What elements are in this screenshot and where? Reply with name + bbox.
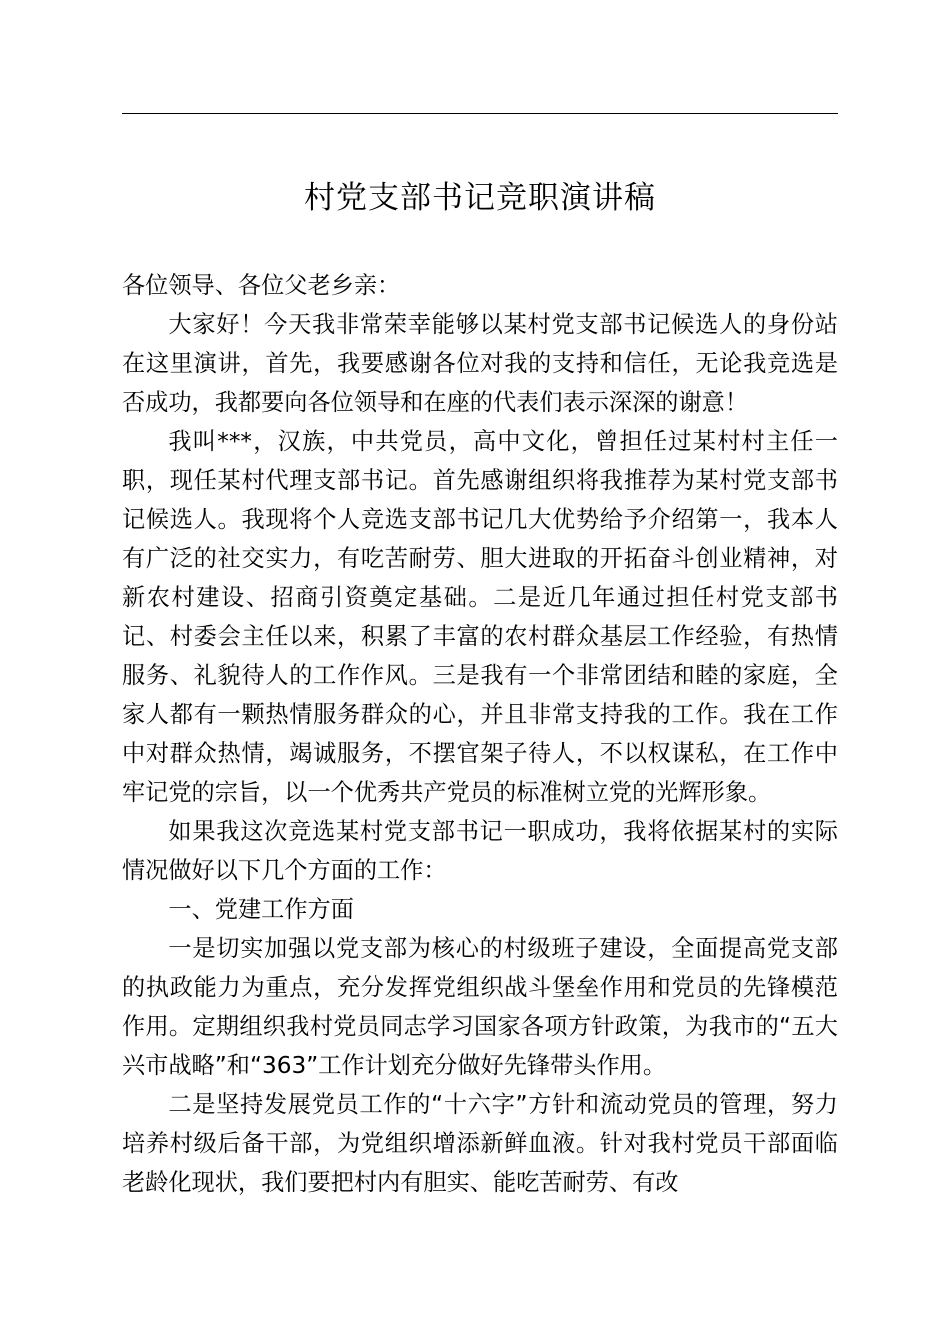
paragraph-greeting: 大家好！今天我非常荣幸能够以某村党支部书记候选人的身份站在这里演讲，首先，我要感谢各位对我的支持和信任，无论我竞选是否成功，我都要向各位领导和在座的代表们表示深深的谢意！ [122,311,838,416]
paragraph-plan-intro: 如果我这次竞选某村党支部书记一职成功，我将依据某村的实际情况做好以下几个方面的工作： [122,818,838,884]
paragraph-point-one: 一是切实加强以党支部为核心的村级班子建设，全面提高党支部的执政能力为重点，充分发挥党组织战斗堡垒作用和党员的先锋模范作用。定期组织我村党员同志学习国家各项方针政策，为我市的“五大兴市战略”和“363”工作计划充分做好先锋带头作用。 [122,935,838,1079]
paragraph-point-two: 二是坚持发展党员工作的“十六字”方针和流动党员的管理，努力培养村级后备干部，为党组织增添新鲜血液。针对我村党员干部面临老龄化现状，我们要把村内有胆实、能吃苦耐劳、有改 [122,1091,838,1196]
header-rule [122,113,838,114]
document-body [122,266,838,1202]
salutation: 各位领导、各位父老乡亲： [122,272,401,299]
section-heading-party-building: 一、党建工作方面 [168,896,354,923]
document-title: 村党支部书记竞职演讲稿 [304,180,656,216]
paragraph-introduction: 我叫***，汉族，中共党员，高中文化，曾担任过某村村主任一职，现任某村代理支部书记。首先感谢组织将我推荐为某村党支部书记候选人。我现将个人竞选支部书记几大优势给予介绍第一，我本人有广泛的社交实力，有吃苦耐劳、胆大进取的开拓奋斗创业精神，对新农村建设、招商引资奠定基础。二是近几年通过担任村党支部书记、村委会主任以来，积累了丰富的农村群众基层工作经验，有热情服务、礼貌待人的工作作风。三是我有一个非常团结和睦的家庭，全家人都有一颗热情服务群众的心，并且非常支持我的工作。我在工作中对群众热情，竭诚服务，不摆官架子待人，不以权谋私，在工作中牢记党的宗旨，以一个优秀共产党员的标准树立党的光辉形象。 [122,428,838,806]
